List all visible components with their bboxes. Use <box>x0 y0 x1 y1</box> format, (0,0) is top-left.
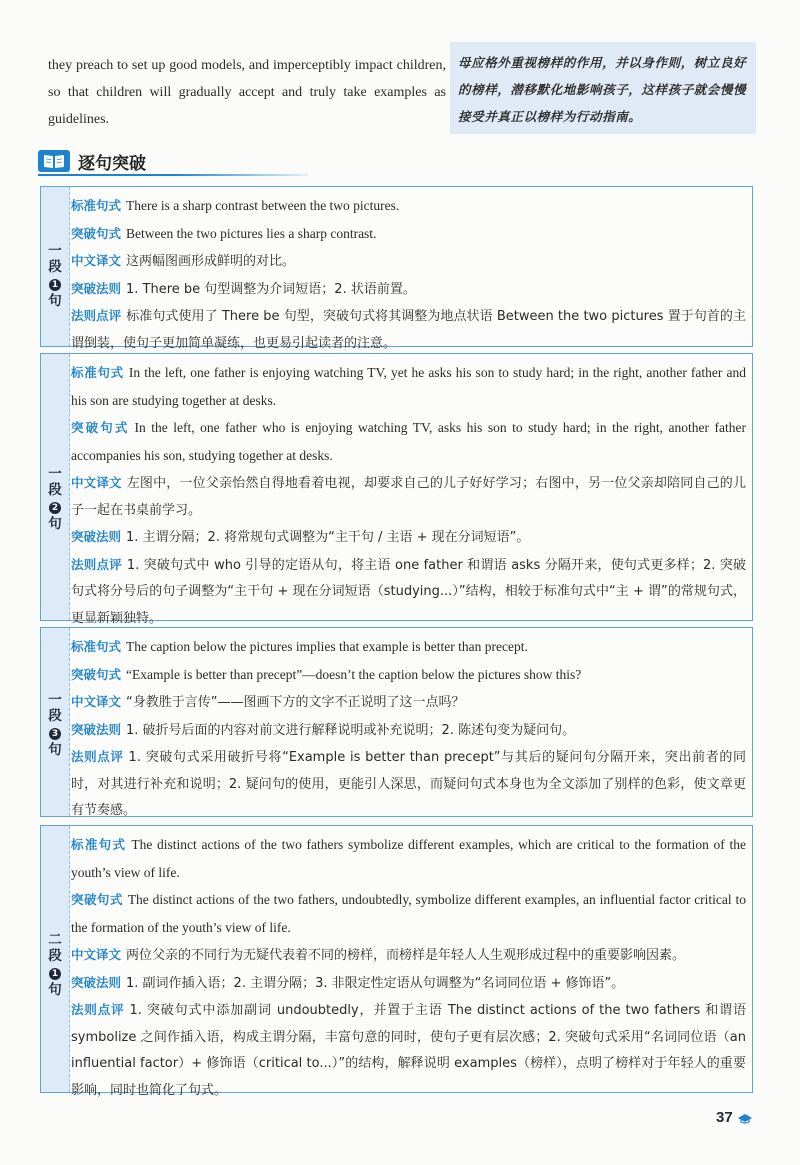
rule-row <box>71 276 746 304</box>
translation-row <box>71 942 746 970</box>
standard-label: 标准句式 <box>71 198 122 213</box>
sentence-label: 句 <box>48 982 62 998</box>
standard-label: 标准句式 <box>71 365 124 380</box>
rule-text: 1. 副词作插入语；2. 主谓分隔；3. 非限定性定语从句调整为“名词同位语 + 修饰语”。 <box>126 975 625 991</box>
intro-chinese-paragraph: 母应格外重视榜样的作用，并以身作则，树立良好的榜样，潜移默化地影响孩子，这样孩子就会慢慢接受并真正以榜样为行动指南。 <box>450 42 756 134</box>
translation-row <box>71 470 746 524</box>
comment-label: 法则点评 <box>71 556 122 572</box>
standard-text: There is a sharp contrast between the two pictures. <box>126 198 400 213</box>
breakthrough-label: 突破句式 <box>71 225 122 241</box>
rule-row <box>71 970 746 998</box>
rule-label: 突破法则 <box>71 529 122 544</box>
translation-text: 两位父亲的不同行为无疑代表着不同的榜样，而榜样是年轻人人生观形成过程中的重要影响因素。 <box>126 948 686 963</box>
translation-label: 中文译文 <box>71 694 122 709</box>
breakthrough-label: 突破句式 <box>71 892 123 907</box>
comment-label: 法则点评 <box>71 1002 125 1017</box>
breakthrough-text: “Example is better than precept”—doesn’t the caption below the pictures show this? <box>126 666 582 682</box>
intro-english-paragraph: they preach to set up good models, and imperceptibly impact children, so that children will gradually accept and truly take examples as guidelines. <box>48 58 446 127</box>
translation-text: 左图中，一位父亲怡然自得地看着电视，却要求自己的儿子好好学习；右图中，另一位父亲却陪同自己的儿子一起在书桌前学习。 <box>71 476 746 518</box>
standard-label: 标准句式 <box>71 639 122 654</box>
paragraph-label: 二段 <box>48 932 62 964</box>
standard-row <box>71 193 746 221</box>
rule-text: 1. There be 句型调整为介词短语；2. 状语前置。 <box>126 281 416 297</box>
comment-row <box>71 552 746 633</box>
block-tag <box>41 354 70 620</box>
sentence-block-1 <box>40 186 753 351</box>
comment-label: 法则点评 <box>71 308 122 323</box>
translation-row <box>71 248 746 276</box>
standard-label: 标准句式 <box>71 837 127 852</box>
sentence-number-badge: 2 <box>49 502 61 514</box>
breakthrough-row <box>71 415 746 470</box>
block-tag <box>41 826 70 1092</box>
block-tag <box>41 628 70 816</box>
rule-label: 突破法则 <box>71 974 122 990</box>
sentence-block-2 <box>40 353 753 626</box>
paragraph-label: 一段 <box>48 692 62 724</box>
rule-text: 1. 主谓分隔；2. 将常规句式调整为“主干句 / 主语 + 现在分词短语”。 <box>126 530 530 545</box>
breakthrough-text: Between the two pictures lies a sharp contrast. <box>126 225 377 241</box>
sentence-number-badge: 1 <box>49 968 61 980</box>
sentence-block-3 <box>40 627 753 817</box>
breakthrough-label: 突破句式 <box>71 666 122 682</box>
translation-text: 这两幅图画形成鲜明的对比。 <box>126 254 296 269</box>
rule-label: 突破法则 <box>71 721 122 737</box>
section-underline <box>38 174 308 176</box>
standard-row <box>71 832 746 887</box>
open-book-icon <box>38 150 70 172</box>
sentence-number-badge: 3 <box>49 728 61 740</box>
block-tag <box>41 187 70 346</box>
comment-row <box>71 997 746 1104</box>
standard-text: The caption below the pictures implies that example is better than precept. <box>126 639 528 654</box>
translation-label: 中文译文 <box>71 947 122 962</box>
translation-label: 中文译文 <box>71 253 122 268</box>
sentence-label: 句 <box>48 742 62 758</box>
rule-row <box>71 524 746 552</box>
breakthrough-label: 突破句式 <box>71 420 130 435</box>
sentence-block-4 <box>40 825 753 1098</box>
rule-row <box>71 717 746 745</box>
section-header <box>38 148 308 176</box>
rule-text: 1. 破折号后面的内容对前文进行解释说明或补充说明；2. 陈述句变为疑问句。 <box>126 722 576 738</box>
comment-row <box>71 303 746 357</box>
comment-text: 标准句式使用了 There be 句型，突破句式将其调整为地点状语 Between the two pictures 置于句首的主谓倒装，使句子更加简单凝练，也更易引起读者的注意。 <box>71 309 746 351</box>
sentence-number-badge: 1 <box>49 279 61 291</box>
standard-row <box>71 360 746 415</box>
translation-text: “身教胜于言传”——图画下方的文字不正说明了这一点吗？ <box>126 695 465 710</box>
sentence-label: 句 <box>48 516 62 532</box>
standard-text: In the left, one father is enjoying watching TV, yet he asks his son to study hard; in the right, another father and his son are studying together at desks. <box>71 365 746 408</box>
translation-label: 中文译文 <box>71 475 122 490</box>
comment-text: 1. 突破句式中 who 引导的定语从句，将主语 one father 和谓语 asks 分隔开来，使句式更多样；2. 突破句式将分号后的句子调整为“主干句 + 现在分词短语（studying...）”结构，相较于标准句式中“主 + 谓”的常规句式，更显新颖独特。 <box>71 557 746 626</box>
paragraph-label: 一段 <box>48 466 62 498</box>
page-number: 37 <box>716 1109 733 1126</box>
breakthrough-row <box>71 662 746 690</box>
comment-label: 法则点评 <box>71 749 124 764</box>
breakthrough-text: The distinct actions of the two fathers, undoubtedly, symbolize different examples, an influential factor critical to the formation of the youth’s view of life. <box>71 892 746 935</box>
sentence-label: 句 <box>48 293 62 309</box>
comment-text: 1. 突破句式中添加副词 undoubtedly，并置于主语 The distinct actions of the two fathers 和谓语 symbolize 之间作插入语，构成主谓分隔，丰富句意的同时，使句子更有层次感；2. 突破句式采用“名词同位语（an influential factor）+ 修饰语（critical to...）”的结构，解释说明 examples（榜样），点明了榜样对于年轻人的重要影响，同时也简化了句式。 <box>71 1003 746 1098</box>
page-corner-icon <box>737 1112 753 1124</box>
standard-text: The distinct actions of the two fathers symbolize different examples, which are critical to the formation of the youth’s view of life. <box>71 837 746 880</box>
breakthrough-row <box>71 221 746 249</box>
breakthrough-row <box>71 887 746 942</box>
standard-row <box>71 634 746 662</box>
section-title: 逐句突破 <box>78 154 146 174</box>
comment-row <box>71 744 746 825</box>
comment-text: 1. 突破句式采用破折号将“Example is better than precept”与其后的疑问句分隔开来，突出前者的同时，对其进行补充和说明；2. 疑问句的使用，更能引人深思，而疑问句式本身也为全文添加了别样的色彩，使文章更有节奏感。 <box>71 750 746 818</box>
rule-label: 突破法则 <box>71 280 122 296</box>
paragraph-label: 一段 <box>48 243 62 275</box>
breakthrough-text: In the left, one father who is enjoying watching TV, asks his son to study hard; in the right, another father accompanies his son, studying together at desks. <box>71 420 746 463</box>
translation-row <box>71 689 746 717</box>
